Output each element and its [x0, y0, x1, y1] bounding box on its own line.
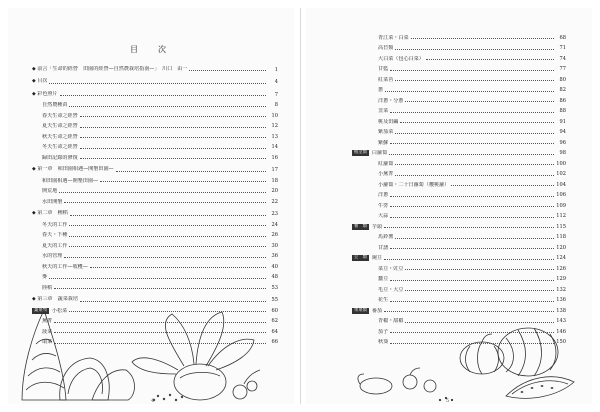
toc-entry-label: 大白菜（包心白菜） [378, 55, 424, 62]
toc-entry-page: 132 [556, 286, 566, 293]
toc-entry-label: 夏天生命之經營 [42, 123, 78, 129]
toc-entry [32, 259, 278, 270]
toc-entry [32, 228, 278, 239]
toc-entry-label: 番茄 [371, 307, 383, 314]
toc-entry [32, 87, 278, 98]
toc-entry-page: 124 [556, 255, 566, 261]
toc-entry [32, 140, 278, 151]
toc-entry-label: 洋蔥 [378, 192, 389, 198]
toc-entry-label: 豌豆 [371, 255, 383, 261]
toc-entry [32, 184, 278, 195]
toc-entry-page: 18 [271, 177, 278, 184]
toc-entry-label: 牛蒡 [378, 202, 389, 209]
toc-entry-page: 53 [271, 284, 278, 291]
toc-entry-label: 自然農種苗 [42, 102, 68, 108]
dot-leader [60, 95, 266, 96]
dot-leader [390, 70, 554, 71]
dot-leader [80, 158, 266, 159]
toc-entry [32, 280, 278, 291]
toc-entry [352, 72, 566, 83]
toc-entry-page: 112 [556, 213, 566, 219]
toc-entry-page: 1 [274, 66, 278, 73]
dot-leader [64, 257, 266, 258]
toc-entry [352, 83, 566, 94]
dot-leader [116, 171, 266, 172]
dot-leader [189, 70, 266, 71]
dot-leader [395, 133, 554, 134]
toc-entry-page: 109 [556, 202, 566, 209]
toc-entry-page: 16 [271, 154, 278, 161]
dot-leader [405, 269, 554, 270]
toc-entry-page: 8 [274, 102, 278, 108]
dot-leader [80, 148, 266, 149]
toc-entry-page: 146 [556, 328, 566, 335]
dot-leader [69, 225, 266, 226]
category-badge: 葉菜類 [34, 307, 47, 313]
toc-entry [32, 108, 278, 119]
toc-entry-page: 64 [271, 328, 278, 335]
right-toc-list [352, 30, 566, 345]
toc-entry-page: 23 [271, 211, 278, 217]
left-page [8, 8, 294, 404]
toc-entry [32, 62, 278, 73]
toc-entry-label: 塌菜 [42, 339, 53, 345]
toc-entry [352, 104, 566, 115]
toc-entry-label: 馬鈴薯 [378, 234, 394, 240]
toc-entry-label: 菠菜 [42, 328, 53, 335]
toc-entry-page: 14 [271, 144, 278, 150]
toc-entry-page: 106 [556, 192, 566, 198]
toc-entry-page: 115 [556, 223, 566, 230]
toc-entry-label: 秋天生命之經營 [42, 133, 78, 140]
toc-entry-label: 秋天的工作—收穫— [42, 263, 88, 270]
toc-entry-label: 茄子 [378, 328, 389, 335]
dot-leader [390, 206, 554, 207]
toc-entry [32, 238, 278, 249]
dot-leader [390, 301, 554, 302]
toc-entry-page: 55 [271, 297, 278, 303]
toc-entry [352, 230, 566, 241]
toc-entry-page: 48 [271, 274, 278, 280]
toc-entry-label: 蕪菁 [42, 318, 53, 324]
toc-entry-label: ◆ 第二章 種稻 [32, 210, 68, 217]
right-page [306, 8, 592, 404]
toc-entry [352, 156, 566, 167]
toc-entry [352, 293, 566, 304]
category-badge: 根莖類 [354, 150, 367, 155]
toc-entry [352, 261, 566, 272]
toc-entry-page: 74 [559, 55, 566, 62]
toc-entry-label: 高苣類 [378, 45, 394, 51]
dot-leader [451, 185, 554, 186]
toc-entry-page: 138 [556, 307, 566, 314]
toc-entry-page: 126 [556, 265, 566, 272]
dot-leader [390, 112, 554, 113]
toc-entry [32, 249, 278, 260]
toc-title: 目 次 [130, 45, 172, 54]
toc-entry-page: 104 [556, 181, 566, 188]
toc-entry-label: 開荒地 [42, 188, 58, 194]
toc-entry-label: ◆ 目次 [32, 78, 47, 85]
toc-entry-label: 水田開墾 [42, 198, 63, 205]
toc-entry-label: 青江菜・白菜 [378, 34, 409, 41]
toc-entry-label: 紅蘿蔔 [378, 160, 394, 167]
toc-entry-label: 花生 [378, 297, 389, 303]
toc-entry-label: 冬天生命之經營 [42, 144, 78, 150]
toc-entry-page: 96 [559, 139, 566, 146]
dot-leader [100, 181, 266, 182]
dot-leader [70, 215, 266, 216]
bamboo-shoot-and-radish-sketch [8, 300, 294, 404]
toc-entry-label: 春天生命之經營 [42, 112, 78, 119]
dot-leader [400, 122, 554, 123]
dot-leader [69, 246, 266, 247]
toc-entry-page: 4 [274, 79, 278, 85]
toc-entry [352, 62, 566, 73]
toc-entry [352, 93, 566, 104]
toc-entry-label: 桃及田繭 [378, 118, 399, 125]
dot-leader [49, 83, 266, 84]
toc-entry-page: 91 [559, 118, 566, 125]
toc-entry-page: 26 [271, 232, 278, 238]
toc-entry-label: 甘藷 [378, 244, 389, 251]
dot-leader [80, 116, 266, 117]
dot-leader [49, 278, 266, 279]
toc-entry-label: 歸田記錄的修復 [42, 154, 78, 161]
toc-entry-page: 136 [556, 297, 566, 303]
book-spine [300, 8, 301, 404]
toc-entry-label: 青椒・甜椒 [378, 318, 404, 324]
toc-entry [32, 129, 278, 140]
dot-leader [69, 106, 266, 107]
toc-entry-page: 86 [559, 97, 566, 104]
toc-entry-page: 71 [559, 45, 566, 51]
toc-entry-label: 紫蘇 [378, 139, 389, 146]
toc-entry-page: 66 [271, 339, 278, 345]
toc-entry-label: ◆ 前言「生命的經營 田園的經營—自然農栽培指南—」 川口 由一 [32, 66, 187, 73]
dot-leader [80, 127, 266, 128]
toc-entry [352, 209, 566, 220]
toc-entry [352, 177, 566, 188]
left-page-number: 4 [151, 398, 155, 404]
dot-leader [64, 202, 266, 203]
dot-leader [385, 91, 554, 92]
dot-leader [390, 143, 554, 144]
toc-entry-label: 大蒜 [378, 213, 389, 219]
toc-entry-page: 68 [559, 34, 566, 41]
category-badge: 豆 類 [354, 255, 367, 260]
dot-leader [384, 227, 554, 228]
dot-leader [384, 259, 554, 260]
toc-entry [352, 125, 566, 136]
dot-leader [395, 175, 554, 176]
toc-entry-page: 24 [271, 221, 278, 228]
dot-leader [390, 248, 554, 249]
toc-entry [32, 163, 278, 174]
dot-leader [389, 154, 554, 155]
toc-entry [352, 240, 566, 251]
toc-entry [32, 75, 278, 86]
dot-leader [395, 80, 554, 81]
toc-entry [352, 135, 566, 146]
dot-leader [90, 267, 266, 268]
toc-entry-page: 30 [271, 242, 278, 249]
dot-leader [411, 38, 554, 39]
toc-entry [352, 167, 566, 178]
toc-entry-label: 冬天的工作 [42, 221, 68, 228]
toc-entry-page: 102 [556, 171, 566, 177]
toc-entry [352, 51, 566, 62]
dot-leader [405, 101, 554, 102]
toc-entry-label: 紅菜苔 [378, 76, 394, 83]
toc-entry-page: 10 [271, 112, 278, 119]
toc-entry-page: 20 [271, 188, 278, 194]
category-badge: 薯 類 [354, 223, 367, 229]
toc-entry-page: 120 [556, 244, 566, 251]
toc-entry-label: 洋蔥・分蔥 [378, 97, 404, 104]
right-page-number: 5 [446, 398, 450, 404]
toc-entry-label: 菜豆・豇豆 [378, 265, 404, 272]
toc-entry-label: 毛豆・大豆 [378, 286, 404, 293]
toc-entry-label: 夏天的工作 [42, 242, 68, 249]
toc-entry-label: ◆ 彩色照片 [32, 91, 58, 98]
toc-entry-page: 77 [559, 66, 566, 72]
toc-entry [352, 146, 566, 157]
category-badge: 果菜類 [354, 307, 367, 313]
toc-entry-label: 白蘿蔔 [371, 150, 388, 156]
toc-entry-page: 129 [556, 276, 566, 282]
toc-entry [352, 188, 566, 199]
toc-entry-page: 118 [556, 234, 566, 240]
toc-entry-page: 22 [271, 198, 278, 205]
toc-entry-page: 82 [559, 87, 566, 93]
toc-entry-page: 100 [556, 160, 566, 167]
toc-entry [352, 251, 566, 262]
toc-entry-page: 94 [559, 129, 566, 135]
toc-entry [32, 119, 278, 130]
dot-leader [54, 288, 266, 289]
toc-entry-label: 和田園相遇—開墾田園— [42, 177, 99, 184]
vegetables-and-watermelon-sketch [306, 312, 592, 404]
toc-entry-label: 蠶豆 [378, 276, 389, 282]
toc-entry [32, 217, 278, 228]
dot-leader [390, 217, 554, 218]
toc-entry-label: 麥 [42, 274, 48, 280]
toc-entry-label: 秋葵 [378, 339, 389, 345]
toc-entry-label: 小松菜 [51, 307, 68, 314]
toc-entry [352, 30, 566, 41]
toc-entry-label: 小蕪菁 [378, 171, 394, 177]
toc-entry [352, 114, 566, 125]
toc-entry-page: 12 [271, 123, 278, 129]
toc-entry-label: 韭菜 [378, 108, 389, 114]
toc-entry-page: 40 [271, 263, 278, 270]
toc-entry-label: 蔥 [378, 87, 384, 93]
toc-entry-page: 98 [559, 150, 566, 156]
toc-entry-page: 7 [274, 91, 278, 98]
toc-entry [32, 173, 278, 184]
toc-entry-label: 小蘿蔔・二十日蘿蔔（櫻桃蘿） [378, 181, 450, 188]
dot-leader [390, 280, 554, 281]
dot-leader [69, 236, 266, 237]
toc-entry-page: 17 [271, 167, 278, 173]
toc-entry [32, 150, 278, 161]
dot-leader [390, 196, 554, 197]
toc-entry-label: ◆ 第三章 蔬菜栽培 [32, 296, 78, 303]
toc-entry-page: 80 [559, 76, 566, 83]
toc-entry-page: 143 [556, 318, 566, 324]
dot-leader [395, 49, 554, 50]
toc-entry-label: ◆ 第一章 和田園相遇—開墾田園— [32, 166, 114, 173]
dot-leader [395, 164, 554, 165]
toc-entry [32, 270, 278, 281]
dot-leader [426, 59, 554, 60]
toc-entry-page: 13 [271, 133, 278, 140]
toc-entry-label: 甘藍 [378, 66, 389, 72]
toc-entry-label: 紫茄菜 [378, 129, 394, 135]
toc-entry [32, 207, 278, 218]
toc-entry-label: 水的管理 [42, 253, 63, 259]
toc-entry [32, 194, 278, 205]
toc-entry-label: 陸稻 [42, 284, 53, 291]
toc-entry-page: 150 [556, 339, 566, 345]
toc-entry-label: 春天・下種 [42, 232, 68, 238]
toc-entry [352, 272, 566, 283]
toc-entry [352, 198, 566, 209]
toc-entry-page: 60 [271, 307, 278, 314]
toc-entry-page: 62 [271, 318, 278, 324]
toc-entry [352, 41, 566, 52]
toc-entry-label: 芋頭 [371, 223, 383, 230]
dot-leader [80, 137, 266, 138]
toc-entry [352, 282, 566, 293]
dot-leader [395, 238, 554, 239]
toc-entry [352, 219, 566, 230]
dot-leader [59, 192, 266, 193]
toc-entry-page: 36 [271, 253, 278, 259]
toc-entry [32, 98, 278, 109]
toc-entry-page: 88 [559, 108, 566, 114]
dot-leader [405, 290, 554, 291]
